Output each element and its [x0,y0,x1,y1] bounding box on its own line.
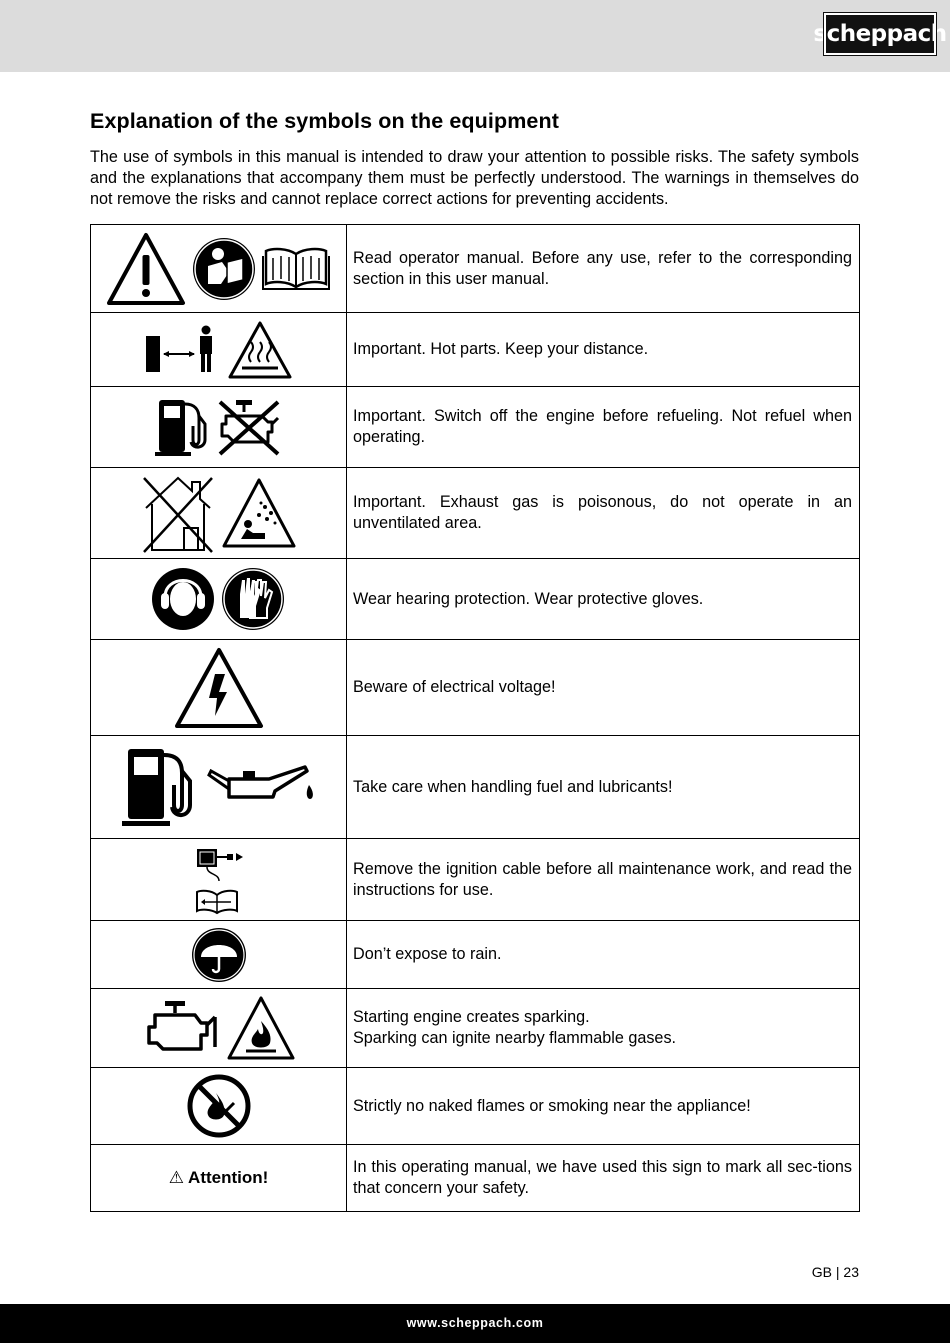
page-title: Explanation of the symbols on the equipment [90,109,559,133]
icon-cell [91,736,347,839]
description-cell: Read operator manual. Before any use, refer to the corresponding section in this user manual. [347,225,860,313]
table-row [91,989,860,1068]
footer-bar [0,1304,950,1343]
protective-gloves-icon [220,566,286,632]
icon-cell [91,559,347,640]
description-cell: Wear hearing protection. Wear protective gloves. [347,559,860,640]
keep-distance-icon [144,324,222,376]
fuel-pump-icon [120,745,200,829]
no-open-flame-icon [186,1073,252,1139]
table-row [91,839,860,921]
website-url[interactable]: www.scheppach.com [406,1316,544,1330]
table-row [91,736,860,839]
ignition-cable-icon [193,845,245,915]
description-cell [347,989,860,1068]
icon-cell [91,387,347,468]
description-cell: Strictly no naked flames or smoking near the appliance! [347,1068,860,1145]
attention-label: ⚠ Attention! [168,1168,269,1187]
icon-cell [91,313,347,387]
icon-cell [91,839,347,921]
house-crossed-icon [140,472,216,554]
toxic-fumes-icon [221,477,297,549]
warning-triangle-icon [106,231,186,307]
icon-cell [91,640,347,736]
description-cell: In this operating manual, we have used this sign to mark all sec-tions that concern your safety. [347,1145,860,1212]
icon-cell [91,225,347,313]
symbols-table [90,224,860,1212]
table-row [91,313,860,387]
intro-paragraph: The use of symbols in this manual is intended to draw your attention to possible risks. The safety symbols and the explanations that accompany them must be perfectly understood. The warnings in themselves do not remove the risks and cannot replace correct actions for preventing accidents. [90,148,859,208]
icon-cell [91,1068,347,1145]
table-row [91,640,860,736]
description-cell: Important. Hot parts. Keep your distance. [347,313,860,387]
table-row [91,1068,860,1145]
description-cell: Important. Switch off the engine before refueling. Not refuel when operating. [347,387,860,468]
table-row [91,921,860,989]
table-row [91,468,860,559]
description-cell: Take care when handling fuel and lubricants! [347,736,860,839]
icon-cell [91,1145,347,1212]
description-cell: Important. Exhaust gas is poisonous, do not operate in an unventilated area. [347,468,860,559]
engine-crossed-icon [214,396,284,458]
scheppach-logo: scheppach [824,13,936,55]
hot-surface-icon [227,320,293,380]
umbrella-icon [191,927,247,983]
fuel-pump-icon [153,396,209,458]
electrical-voltage-icon [173,646,265,730]
open-book-icon [261,246,331,292]
description-line: Starting engine creates sparking. [353,1008,590,1026]
flammable-icon [226,995,296,1061]
table-row [91,225,860,313]
hearing-protection-icon [151,567,215,631]
read-manual-icon [191,236,257,302]
header-bar [0,0,950,72]
table-row [91,559,860,640]
table-row [91,387,860,468]
page-number: GB | 23 [811,1264,859,1280]
description-cell: Remove the ignition cable before all maintenance work, and read the instructions for use. [347,839,860,921]
icon-cell [91,989,347,1068]
table-row [91,1145,860,1212]
description-line: Sparking can ignite nearby flammable gases. [353,1029,677,1047]
description-cell: Beware of electrical voltage! [347,640,860,736]
icon-cell [91,921,347,989]
oil-can-icon [205,757,317,817]
description-cell: Don’t expose to rain. [347,921,860,989]
engine-icon [141,999,221,1057]
icon-cell [91,468,347,559]
